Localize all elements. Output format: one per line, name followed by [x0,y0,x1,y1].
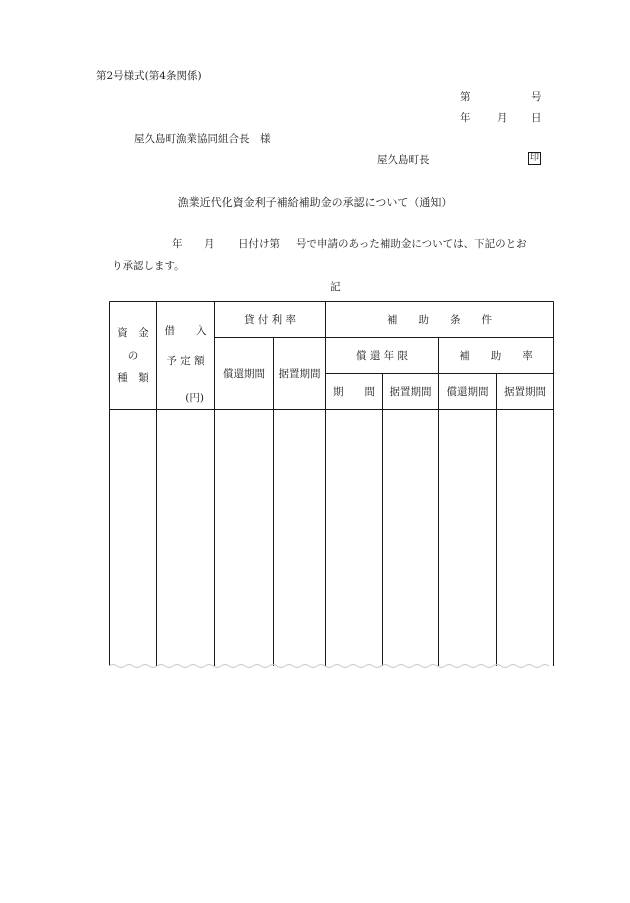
body-year: 年 [172,238,183,250]
header-suioki-kikan-1: 据置期間 [278,368,321,380]
col-shikin-2: の [127,349,139,362]
col-shikin-3: 種 類 [117,371,149,384]
header-shokan-kikan-1: 償還期間 [223,368,265,380]
form-number: 第2号様式(第4条関係) [96,70,202,82]
sender: 屋久島町長 [377,154,430,166]
date-day: 日 [531,112,542,124]
body-month: 月 [204,238,215,250]
header-shokan-nengen: 償 還 年 限 [355,350,408,362]
col-shikin-1: 資 金 [117,326,149,339]
date-year: 年 [460,112,471,124]
header-kikan: 期 間 [333,386,375,398]
addressee: 屋久島町漁業協同組合長 様 [134,133,271,145]
col-kariire-1: 借 入 [164,324,207,337]
col-kariire-3: (円) [185,391,204,404]
header-suioki-kikan-3: 据置期間 [504,386,546,398]
date-month: 月 [497,112,508,124]
seal-mark: 印 [529,153,539,163]
ki-heading: 記 [330,281,341,293]
header-hojo-joken: 補 助 条 件 [387,314,492,326]
body-date-ref: 日付け第 [238,238,280,250]
number-go: 号 [531,91,542,103]
col-kariire-2: 予 定 額 [166,354,205,367]
body-text-line2: り承認します。 [112,260,185,272]
number-dai: 第 [460,91,471,103]
header-suioki-kikan-2: 据置期間 [389,386,432,398]
body-text: 号で申請のあった補助金については、下記のとお [296,238,527,250]
header-shokan-kikan-2: 償還期間 [446,386,489,398]
header-kashitsuke-riritsu: 貸 付 利 率 [243,314,296,326]
header-hojo-ritsu: 補 助 率 [459,350,533,362]
document-title: 漁業近代化資金利子補給補助金の承認について（通知） [177,196,453,209]
